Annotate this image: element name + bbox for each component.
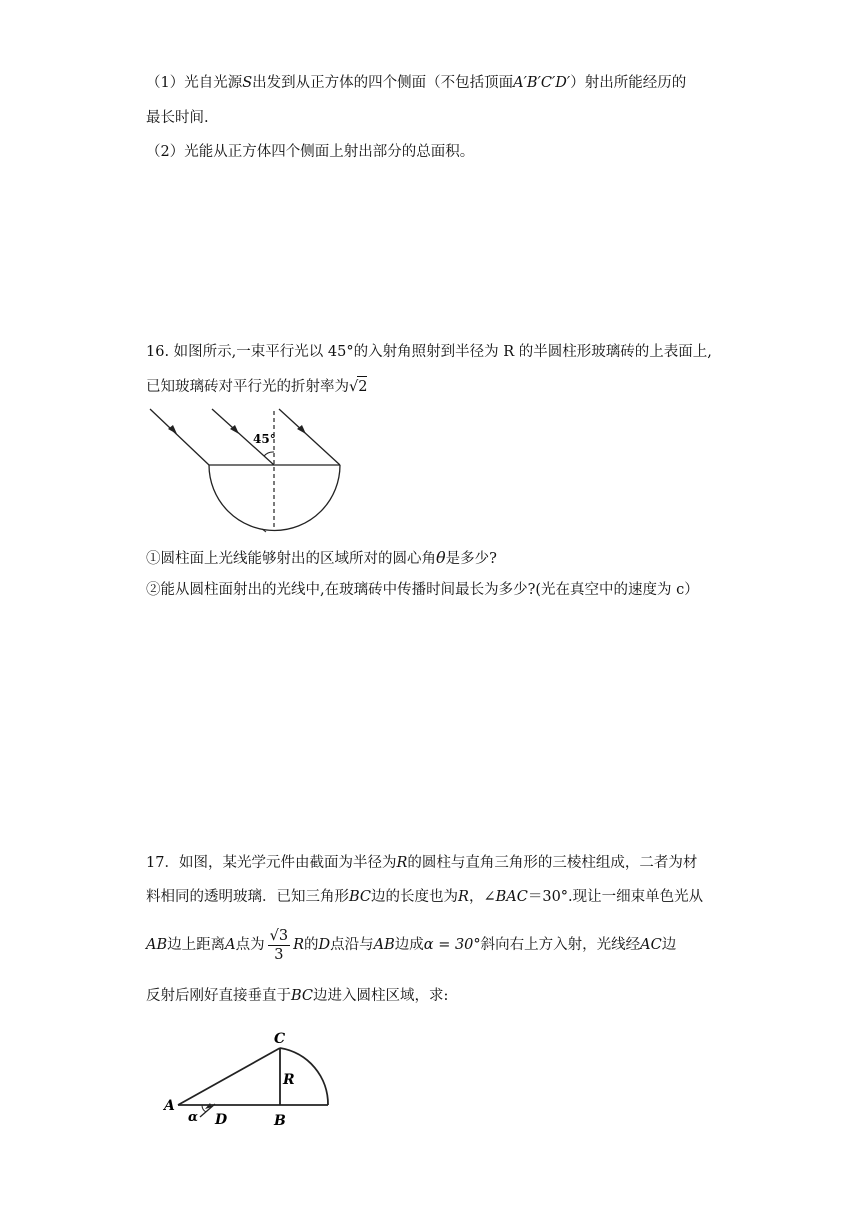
fraction-sqrt3-over-3: $\frac{√3}{3}$ [269, 927, 289, 963]
label-C: C [274, 1031, 286, 1047]
q16-sub2: ②能从圆柱面射出的光线中,在玻璃砖中传播时间最长为多少?(光在真空中的速度为 c） [146, 582, 699, 598]
alpha-equation: α = 30° [423, 937, 481, 953]
q16-sub1: ①圆柱面上光线能够射出的区域所对的圆心角θ是多少? [146, 548, 497, 567]
label-B: B [274, 1113, 286, 1129]
label-A: A [164, 1098, 175, 1114]
q16-stem-line1: 16. 如图所示,一束平行光以 45°的入射角照射到半径为 R 的半圆柱形玻璃砖的上表面上, [146, 344, 712, 360]
q17-line3: AB边上距离A点为 $\frac{√3}{3}$ R的D点沿与AB边成α = 30°斜向右上方入射，光线经AC边 [146, 927, 677, 963]
side-AC [178, 1048, 280, 1105]
angle-arc [264, 452, 274, 456]
q15-part1-line1: （1）光自光源S出发到从正方体的四个侧面（不包括顶面A′B′C′D′）射出所能经历的 [146, 75, 687, 91]
theta-symbol: θ [436, 548, 446, 567]
face-label: A′B′C′D′ [513, 75, 571, 91]
var-S: S [242, 75, 253, 91]
label-R: R [283, 1072, 295, 1088]
q17-line1: 17．如图，某光学元件由截面为半径为R的圆柱与直角三角形的三棱柱组成，二者为材 [146, 855, 698, 871]
sqrt-symbol: √ [349, 379, 359, 395]
label-alpha: α [188, 1110, 199, 1125]
q16-figure [146, 405, 356, 537]
angle-45-label: 45° [253, 432, 276, 446]
label-D: D [215, 1112, 228, 1128]
ray-left [150, 409, 209, 465]
q15-part1-line2: 最长时间. [146, 110, 209, 126]
q17-figure [160, 1028, 350, 1132]
ray-right [279, 409, 340, 465]
q15-part2: （2）光能从正方体四个侧面上射出部分的总面积。 [146, 144, 475, 160]
arrow-left [168, 425, 177, 434]
q17-line4: 反射后刚好直接垂直于BC边进入圆柱区域，求: [146, 988, 449, 1004]
q16-stem-line2: 已知玻璃砖对平行光的折射率为√2 [146, 376, 367, 397]
sqrt-arg: 2 [357, 376, 367, 397]
alpha-arc [202, 1105, 206, 1112]
q17-line2: 料相同的透明玻璃．已知三角形BC边的长度也为R，∠BAC＝30°.现让一细束单色光从 [146, 889, 704, 905]
